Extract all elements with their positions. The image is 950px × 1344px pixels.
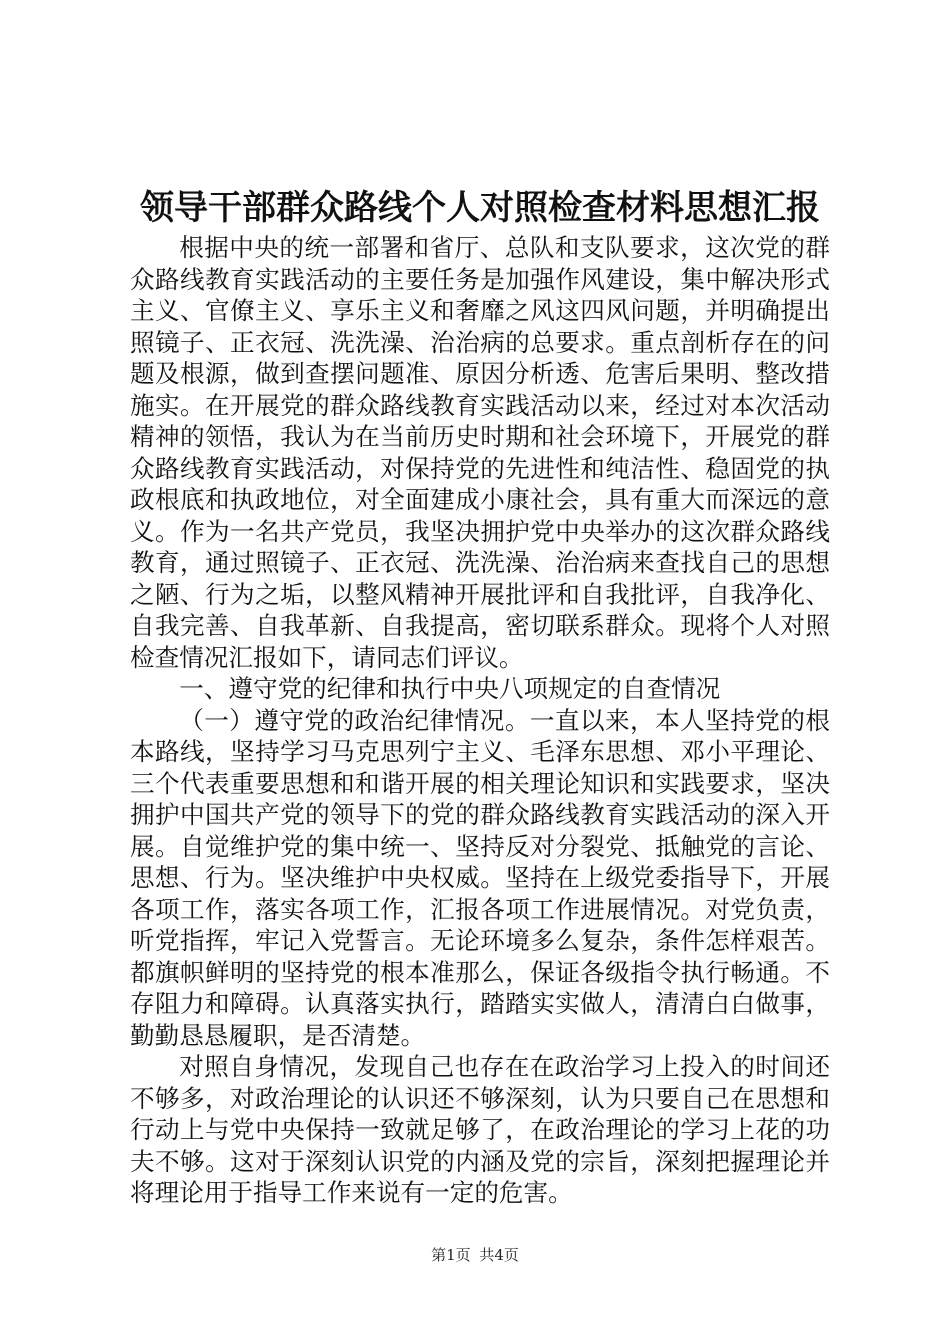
document-page (130, 0, 830, 1344)
self-check-paragraph: 对照自身情况，发现自己也存在在政治学习上投入的时间还不够多，对政治理论的认识还不够深刻，认为只要自己在思想和行动上与党中央保持一致就足够了，在政治理论的学习上花的功夫不够。这对于深刻认识党的内涵及党的宗旨，深刻把握理论并将理论用于指导工作来说有一定的危害。 (130, 1052, 830, 1207)
document-body (130, 232, 830, 1209)
page-number: 第1页 (431, 1246, 471, 1264)
subsection-paragraph: （一）遵守党的政治纪律情况。一直以来，本人坚持党的根本路线，坚持学习马克思列宁主义、毛泽东思想、邓小平理论、三个代表重要思想和和谐开展的相关理论知识和实践要求，坚决拥护中国共产党的领导下的党的群众路线教育实践活动的深入开展。自觉维护党的集中统一、坚持反对分裂党、抵触党的言论、思想、行为。坚决维护中央权威。坚持在上级党委指导下，开展各项工作，落实各项工作，汇报各项工作进展情况。对党负责，听党指挥，牢记入党誓言。无论环境多么复杂，条件怎样艰苦。都旗帜鲜明的坚持党的根本准那么，保证各级指令执行畅通。不存阻力和障碍。认真落实执行，踏踏实实做人，清清白白做事，勤勤恳恳履职，是否清楚。 (130, 705, 830, 1050)
document-title: 领导干部群众路线个人对照检查材料思想汇报 (140, 188, 820, 228)
page-footer (0, 1245, 950, 1265)
page-total: 共4页 (479, 1246, 519, 1264)
section-heading: 一、遵守党的纪律和执行中央八项规定的自查情况 (179, 674, 721, 703)
intro-paragraph: 根据中央的统一部署和省厅、总队和支队要求，这次党的群众路线教育实践活动的主要任务是加强作风建设，集中解决形式主义、官僚主义、享乐主义和奢靡之风这四风问题，并明确提出照镜子、正衣冠、洗洗澡、治治病的总要求。重点剖析存在的问题及根源，做到查摆问题准、原因分析透、危害后果明、整改措施实。在开展党的群众路线教育实践活动以来，经过对本次活动精神的领悟，我认为在当前历史时期和社会环境下，开展党的群众路线教育实践活动，对保持党的先进性和纯洁性、稳固党的执政根底和执政地位，对全面建成小康社会，具有重大而深远的意义。作为一名共产党员，我坚决拥护党中央举办的这次群众路线教育，通过照镜子、正衣冠、洗洗澡、治治病来查找自己的思想之陋、行为之垢，以整风精神开展批评和自我批评，自我净化、自我完善、自我革新、自我提高，密切联系群众。现将个人对照检查情况汇报如下，请同志们评议。 (130, 233, 830, 672)
